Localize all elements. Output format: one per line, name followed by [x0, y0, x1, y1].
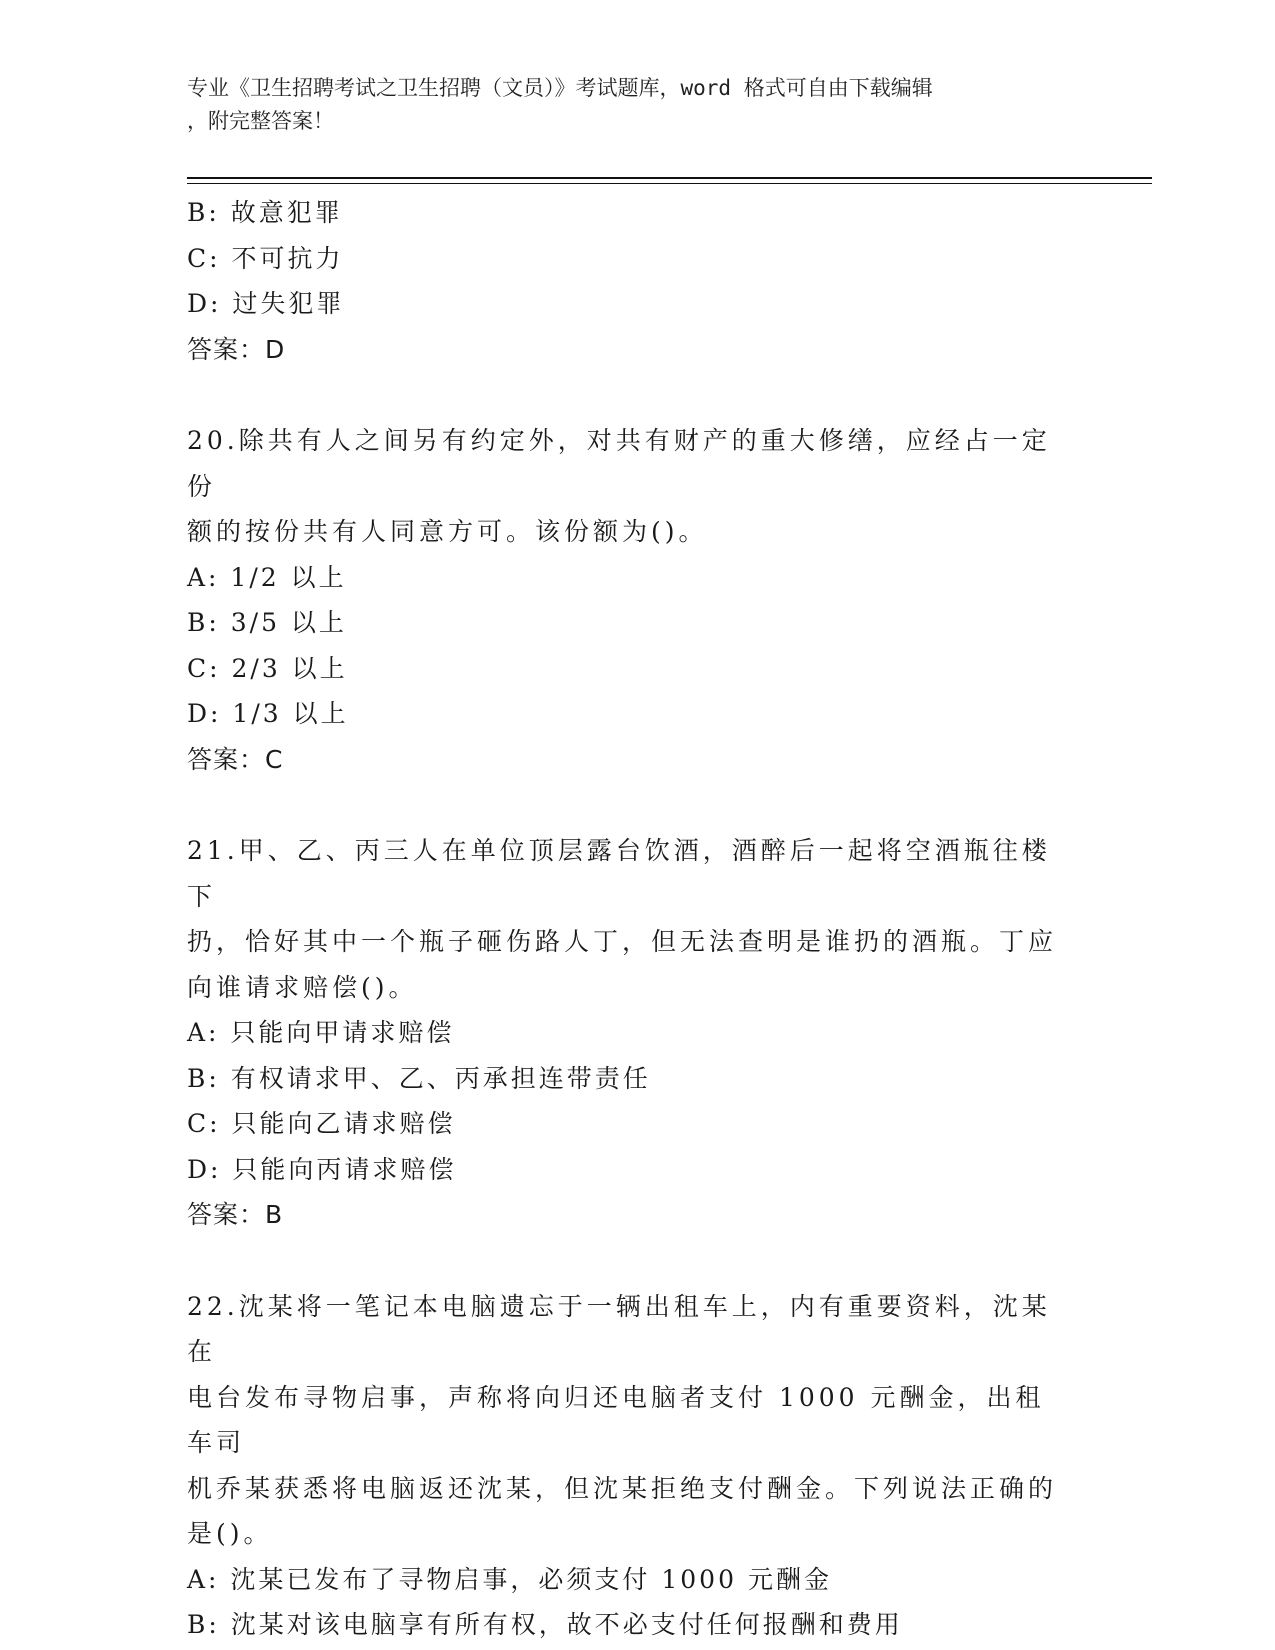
spacer [187, 372, 1067, 418]
option-d: D: 只能向丙请求赔偿 [187, 1154, 457, 1184]
question-stem-line: 电台发布寻物启事，声称将向归还电脑者支付 1000 元酬金，出租车司 [187, 1382, 1045, 1457]
option-a: A: 1/2 以上 [187, 562, 347, 592]
question-stem-line: 22.沈某将一笔记本电脑遗忘于一辆出租车上，内有重要资料，沈某在 [187, 1291, 1051, 1366]
option-c: C: 2/3 以上 [187, 653, 348, 683]
question-stem-line: 额的按份共有人同意方可。该份额为()。 [187, 517, 708, 546]
option-a: A: 只能向甲请求赔偿 [187, 1018, 455, 1047]
answer-line: 答案：C [187, 744, 284, 774]
answer-line: 答案：D [187, 334, 286, 364]
question-stem-line: 21.甲、乙、丙三人在单位顶层露台饮酒，酒醉后一起将空酒瓶往楼下 [187, 836, 1051, 911]
question-stem-line: 20.除共有人之间另有约定外，对共有财产的重大修缮，应经占一定份 [187, 426, 1051, 501]
header-divider-thick [187, 177, 1152, 179]
question-stem-line: 向谁请求赔偿()。 [187, 972, 418, 1002]
option-d: D: 1/3 以上 [187, 699, 349, 728]
option-b: B: 有权请求甲、乙、丙承担连带责任 [187, 1063, 651, 1093]
option-d: D: 过失犯罪 [187, 289, 345, 318]
question-22 [187, 1284, 1067, 1648]
option-c: C: 只能向乙请求赔偿 [187, 1109, 456, 1138]
option-a: A: 沈某已发布了寻物启事，必须支付 1000 元酬金 [187, 1564, 832, 1594]
header-divider-thin [187, 183, 1152, 184]
question-stem-line: 是()。 [187, 1519, 273, 1548]
option-b: B: 沈某对该电脑享有所有权，故不必支付任何报酬和费用 [187, 1610, 903, 1639]
spacer [187, 782, 1067, 828]
option-b: B: 故意犯罪 [187, 198, 343, 227]
option-b: B: 3/5 以上 [187, 608, 347, 637]
question-19 [187, 190, 1067, 372]
document-header [187, 72, 1067, 138]
question-stem-line: 扔，恰好其中一个瓶子砸伤路人丁，但无法查明是谁扔的酒瓶。丁应 [187, 927, 1058, 956]
spacer [187, 1238, 1067, 1284]
question-stem-line: 机乔某获悉将电脑返还沈某，但沈某拒绝支付酬金。下列说法正确的 [187, 1473, 1058, 1503]
question-20 [187, 418, 1067, 782]
option-c: C: 不可抗力 [187, 243, 344, 273]
question-21 [187, 828, 1067, 1238]
header-line-1: 专业《卫生招聘考试之卫生招聘（文员）》考试题库，word 格式可自由下载编辑 [187, 76, 933, 100]
question-content [187, 190, 1067, 1648]
answer-line: 答案：B [187, 1200, 284, 1229]
header-line-2: ，附完整答案！ [187, 109, 334, 133]
